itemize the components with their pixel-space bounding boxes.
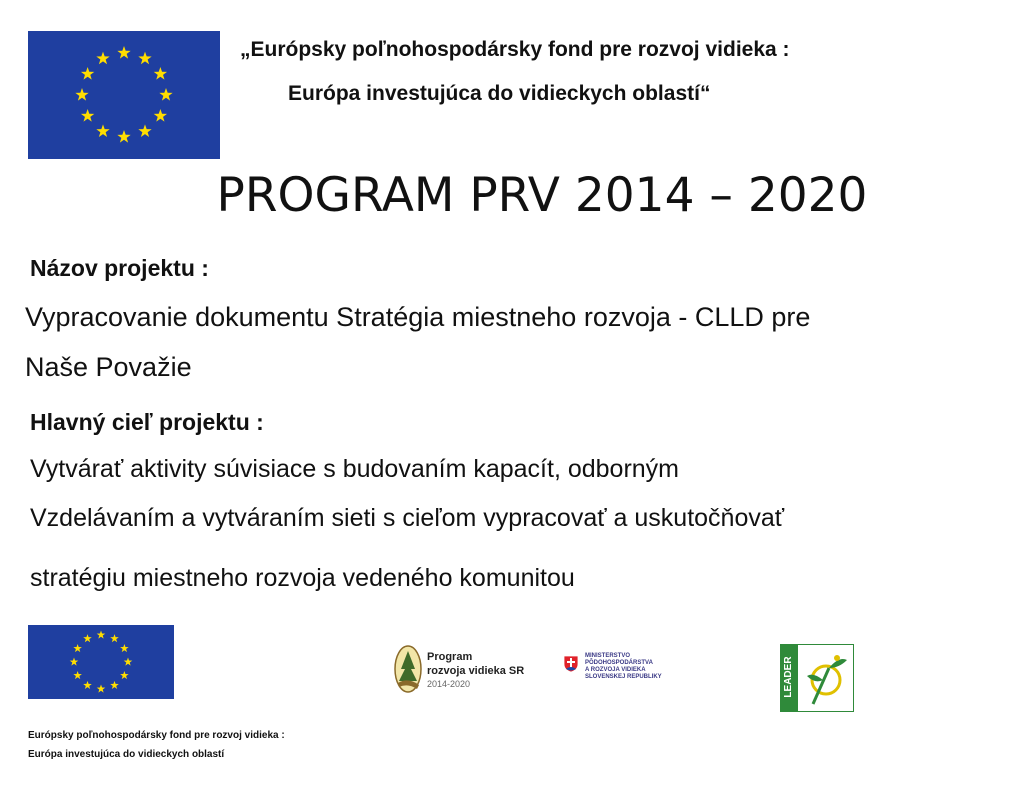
eu-star-icon bbox=[117, 130, 130, 143]
eu-star-icon bbox=[138, 124, 151, 137]
eu-star-icon bbox=[110, 634, 119, 642]
eu-flag-bottom bbox=[28, 625, 174, 699]
eu-star-icon bbox=[138, 52, 151, 65]
eu-star-icon bbox=[81, 67, 94, 80]
eu-star-icon bbox=[117, 46, 130, 59]
project-name-line-2: Naše Považie bbox=[25, 352, 192, 382]
prv-emblem-icon bbox=[393, 643, 423, 695]
ministry-logo bbox=[563, 653, 673, 693]
ministry-line-1: MINISTERSTVO bbox=[585, 653, 631, 659]
eu-flag-top bbox=[28, 31, 220, 159]
prv-logo bbox=[393, 643, 525, 695]
eu-star-icon bbox=[81, 109, 94, 122]
project-name-line-1: Vypracovanie dokumentu Stratégia miestneho rozvoja - CLLD pre bbox=[25, 302, 811, 332]
prv-logo-line-2: rozvoja vidieka SR bbox=[427, 665, 525, 677]
eu-star-icon bbox=[124, 658, 133, 666]
prv-logo-years: 2014-2020 bbox=[427, 679, 471, 689]
footer-line-1: Európsky poľnohospodársky fond pre rozvoj vidieka : bbox=[28, 730, 285, 741]
prv-logo-line-1: Program bbox=[427, 651, 473, 663]
main-goal-line-1: Vytvárať aktivity súvisiace s budovaním kapacít, odborným bbox=[30, 455, 680, 483]
eu-star-icon bbox=[97, 631, 106, 639]
eu-star-icon bbox=[70, 658, 79, 666]
ministry-line-4: SLOVENSKEJ REPUBLIKY bbox=[585, 674, 662, 680]
eu-stars-icon bbox=[28, 31, 220, 159]
leader-logo bbox=[780, 644, 854, 712]
program-title: PROGRAM PRV 2014 – 2020 bbox=[216, 168, 868, 223]
leader-band bbox=[781, 645, 798, 711]
eu-star-icon bbox=[120, 644, 129, 652]
eu-star-icon bbox=[83, 634, 92, 642]
eu-star-icon bbox=[73, 671, 82, 679]
footer-line-2: Európa investujúca do vidieckych oblastí bbox=[28, 749, 225, 760]
eu-star-icon bbox=[83, 681, 92, 689]
header-title-line-1: „Európsky poľnohospodársky fond pre rozvoj vidieka : bbox=[240, 38, 790, 61]
ministry-line-3: A ROZVOJA VIDIEKA bbox=[585, 667, 646, 673]
eu-star-icon bbox=[154, 109, 167, 122]
eu-star-icon bbox=[75, 88, 88, 101]
leader-plant-icon bbox=[799, 646, 853, 710]
eu-star-icon bbox=[159, 88, 172, 101]
eu-star-icon bbox=[97, 685, 106, 693]
eu-star-icon bbox=[96, 124, 109, 137]
main-goal-heading: Hlavný cieľ projektu : bbox=[30, 409, 264, 435]
main-goal-line-2: Vzdelávaním a vytváraním sieti s cieľom vypracovať a uskutočňovať bbox=[30, 504, 785, 532]
leader-text: LEADER bbox=[783, 656, 794, 698]
eu-star-icon bbox=[110, 681, 119, 689]
slovak-coat-of-arms-icon bbox=[563, 655, 579, 673]
header-title-line-2: Európa investujúca do vidieckych oblastí“ bbox=[288, 82, 711, 105]
main-goal-line-3: stratégiu miestneho rozvoja vedeného komunitou bbox=[30, 564, 575, 592]
eu-star-icon bbox=[73, 644, 82, 652]
project-name-heading: Názov projektu : bbox=[30, 255, 209, 281]
eu-star-icon bbox=[120, 671, 129, 679]
eu-stars-small-icon bbox=[28, 625, 174, 699]
eu-star-icon bbox=[96, 52, 109, 65]
ministry-line-2: PÔDOHOSPODÁRSTVA bbox=[585, 660, 653, 666]
eu-star-icon bbox=[154, 67, 167, 80]
